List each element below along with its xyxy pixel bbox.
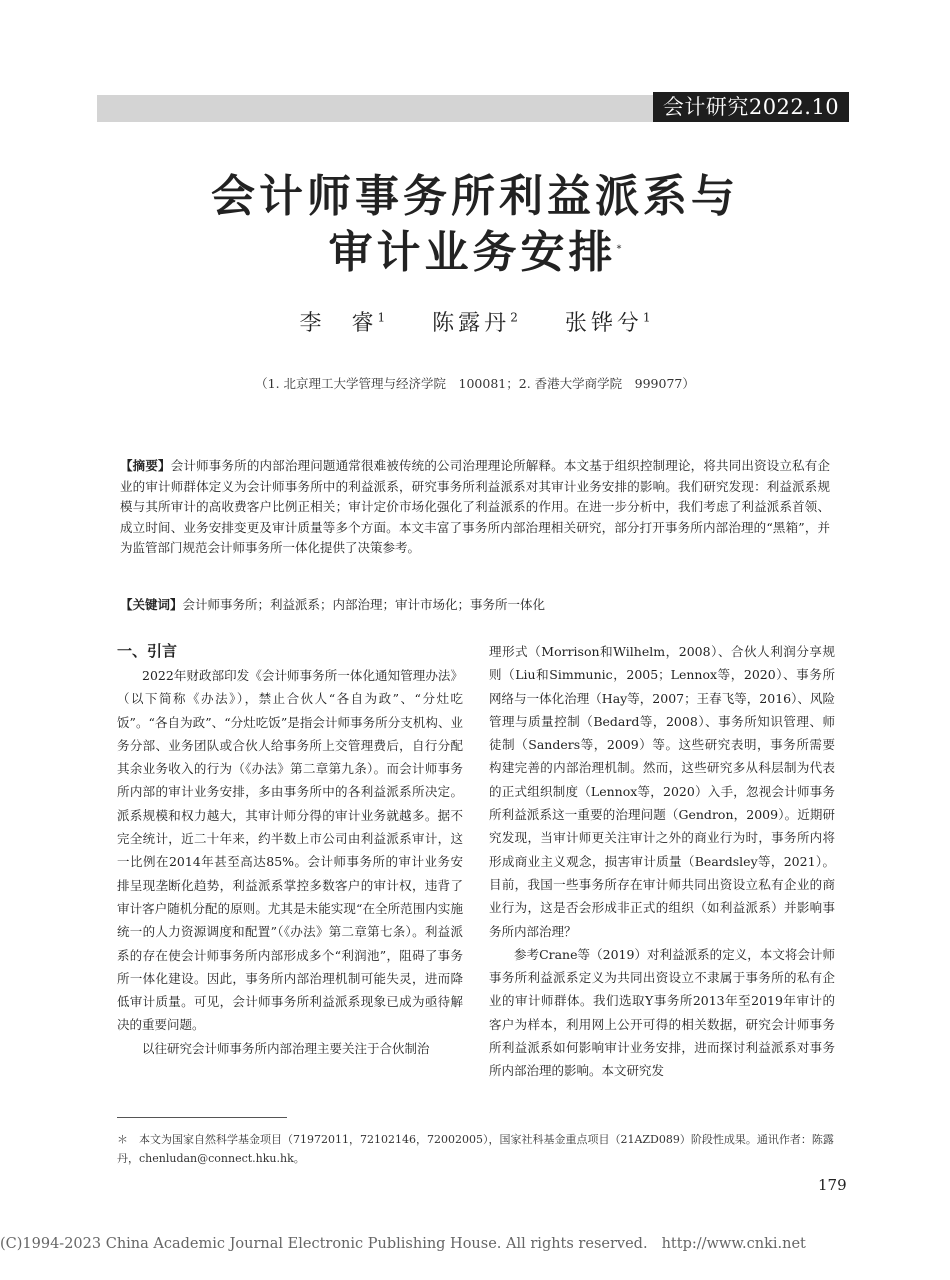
title-line-2 <box>0 216 950 280</box>
affiliations: （1. 北京理工大学管理与经济学院 100081；2. 香港大学商学院 999077） <box>255 376 695 391</box>
copyright-url: http://www.cnki.net <box>661 1236 806 1252</box>
footnote-divider <box>117 1117 287 1118</box>
abstract <box>120 456 830 559</box>
page-number: 179 <box>818 1176 847 1194</box>
author-name: 李 睿 <box>299 311 378 336</box>
body-paragraph: 以往研究会计师事务所内部治理主要关注于合伙制治 <box>142 1040 430 1056</box>
author-3 <box>565 311 651 336</box>
body-column-left <box>117 640 463 1060</box>
title-footnote-mark: * <box>616 243 622 255</box>
body-column-right <box>489 640 835 1083</box>
copyright-line <box>0 1236 806 1252</box>
author-name: 陈露丹 <box>432 311 511 336</box>
keywords <box>120 595 830 615</box>
author-1 <box>300 311 386 336</box>
author-name: 张铧兮 <box>564 311 643 336</box>
footnote: ＊ 本文为国家自然科学基金项目（71972011，72102146，72002005），国家社科基金重点项目（21AZD089）阶段性成果。通讯作者：陈露丹，chenludan@connect.hku.hk。 <box>117 1133 834 1165</box>
journal-tag: 会计研究2022.10 <box>653 92 849 122</box>
body-paragraph: 参考Crane等（2019）对利益派系的定义，本文将会计师事务所利益派系定义为共同出资设立不隶属于事务所的私有企业的审计师群体。我们选取Y事务所2013年至2019年审计的客户为样本，利用网上公开可得的相关数据，研究会计师事务所利益派系如何影响审计业务安排，进而探讨利益派系对事务所内部治理的影响。本文研究发 <box>489 946 835 1079</box>
body-paragraph: 2022年财政部印发《会计师事务所一体化通知管理办法》（以下简称《办法》），禁止合伙人“各自为政”、“分灶吃饭”。“各自为政”、“分灶吃饭”是指会计师事务所分支机构、业务分部、业务团队或合伙人给事务所上交管理费后，自行分配其余业务收入的行为（《办法》第二章第九条）。而会计师事务所内部的审计业务安排，多由事务所中的各利益派系所决定。派系规模和权力越大，其审计师分得的审计业务就越多。据不完全统计，近二十年来，约半数上市公司由利益派系审计，这一比例在2014年甚至高达85%。会计师事务所的审计业务安排呈现垄断化趋势，利益派系掌控多数客户的审计权，违背了审计客户随机分配的原则。尤其是未能实现“在全所范围内实施统一的人力资源调度和配置”（《办法》第二章第七条）。利益派系的存在使会计师事务所内部形成多个“利润池”，阻碍了事务所一体化建设。因此，事务所内部治理机制可能失灵，进而降低审计质量。可见，会计师事务所利益派系现象已成为亟待解决的重要问题。 <box>117 668 463 1033</box>
abstract-text: 会计师事务所的内部治理问题通常很难被传统的公司治理理论所解释。本文基于组织控制理论，将共同出资设立私有企业的审计师群体定义为会计师事务所中的利益派系，研究事务所利益派系对其审计业务安排的影响。我们研究发现：利益派系规模与其所审计的高收费客户比例正相关；审计定价市场化强化了利益派系的作用。在进一步分析中，我们考虑了利益派系首领、成立时间、业务安排变更及审计质量等多个方面。本文丰富了事务所内部治理相关研究，部分打开事务所内部治理的“黑箱”，并为监管部门规范会计师事务所一体化提供了决策参考。 <box>120 458 830 555</box>
author-list <box>0 306 950 337</box>
title-line-2-text: 审计业务安排 <box>328 227 617 278</box>
author-affil-no: 2 <box>510 310 518 325</box>
author-2 <box>432 311 518 336</box>
copyright-text: (C)1994-2023 China Academic Journal Electronic Publishing House. All rights reserved. <box>0 1236 648 1252</box>
author-affil-no: 1 <box>642 310 651 325</box>
body-paragraph: 理形式（Morrison和Wilhelm，2008）、合伙人利润分享规则（Liu和Simmunic，2005；Lennox等，2020）、事务所网络与一体化治理（Hay等，2007；王春飞等，2016）、风险管理与质量控制（Bedard等，2008）、事务所知识管理、师徒制（Sanders等，2009）等。这些研究表明，事务所需要构建完善的内部治理机制。然而，这些研究多从科层制为代表的正式组织制度（Lennox等，2020）入手，忽视会计师事务所利益派系这一重要的治理问题（Gendron，2009）。近期研究发现，当审计师更关注审计之外的商业行为时，事务所内将形成商业主义观念，损害审计质量（Beardsley等，2021）。目前，我国一些事务所存在审计师共同出资设立私有企业的商业行为，这是否会形成非正式的组织（如利益派系）并影响事务所内部治理？ <box>489 644 835 939</box>
abstract-label: 【摘要】 <box>120 458 171 473</box>
title-line-1: 会计师事务所利益派系与 <box>211 171 739 222</box>
keywords-label: 【关键词】 <box>120 597 183 612</box>
header-bar <box>97 95 653 122</box>
keywords-text: 会计师事务所；利益派系；内部治理；审计市场化；事务所一体化 <box>182 597 546 612</box>
section-heading: 一、引言 <box>117 642 178 660</box>
author-affil-no: 1 <box>377 310 386 325</box>
